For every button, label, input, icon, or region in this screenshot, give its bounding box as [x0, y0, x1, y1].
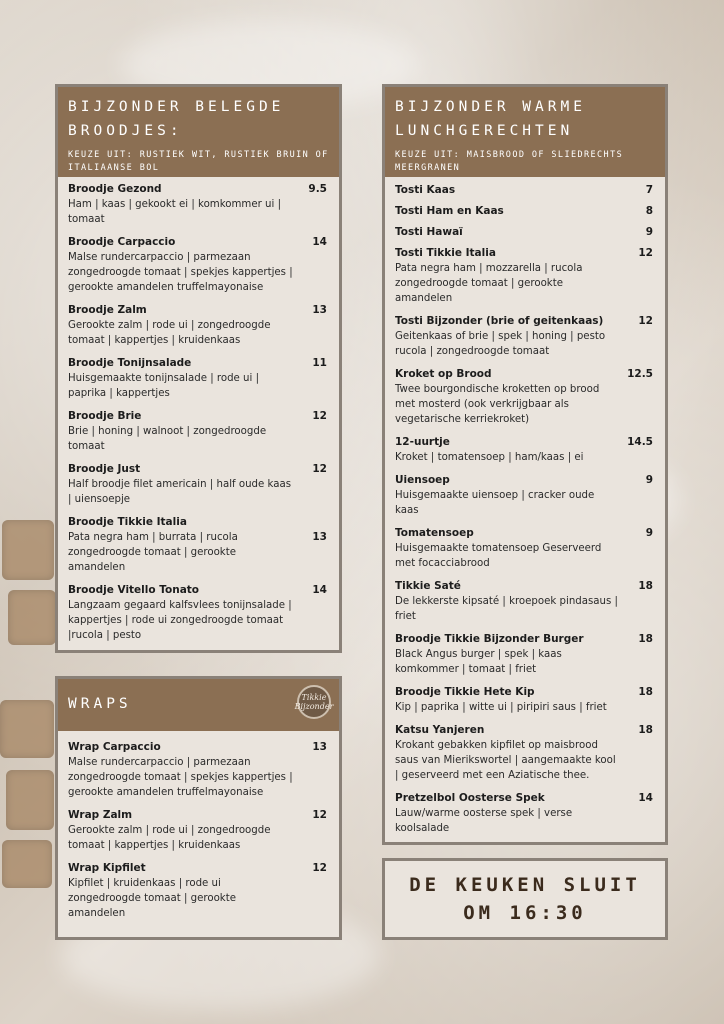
tikkie-bijzonder-logo: [294, 685, 334, 719]
item-price: 18: [638, 633, 653, 645]
item-description: Geitenkaas of brie | spek | honing | pesto rucola | zongedroogde tomaat: [395, 331, 606, 357]
item-price: 9: [645, 474, 653, 486]
item-name: Kroket op Brood: [395, 368, 492, 380]
item-description: Half broodje filet americain | half oude kaas | uiensoepje: [68, 479, 292, 505]
item-name: Broodje Tikkie Bijzonder Burger: [395, 633, 584, 645]
item-price: 12.5: [627, 368, 653, 380]
item-description: Kroket | tomatensoep | ham/kaas | ei: [395, 452, 584, 463]
item-description: Lauw/warme oosterse spek | verse koolsalade: [395, 808, 573, 834]
item-name: Tomatensoep: [395, 527, 474, 539]
item-price: 11: [312, 357, 327, 369]
item-price: 13: [312, 304, 327, 316]
item-description: Black Angus burger | spek | kaas komkommer | tomaat | friet: [395, 649, 562, 675]
item-price: 18: [638, 686, 653, 698]
item-name: Wrap Kipfilet: [68, 862, 146, 874]
item-price: 13: [312, 531, 327, 543]
item-description: Krokant gebakken kipfilet op maisbrood saus van Mierikswortel | aangemaakte kool | geserveerd met een Aziatische thee.: [395, 740, 616, 781]
item-description: Huisgemaakte tomatensoep Geserveerd met focacciabrood: [395, 543, 602, 569]
menu-item: [68, 303, 329, 348]
item-name: Broodje Vitello Tonato: [68, 584, 200, 596]
item-description: Langzaam gegaard kalfsvlees tonijnsalade | kappertjes | rode ui zongedroogde tomaat |rucola | pesto: [68, 600, 292, 641]
closing-line-2: OM 16:30: [463, 902, 587, 924]
sugar-cube: [8, 590, 56, 645]
item-name: Tosti Bijzonder (brie of geitenkaas): [395, 315, 604, 327]
menu-item: [68, 740, 329, 800]
item-price: 14: [312, 584, 327, 596]
item-name: 12-uurtje: [395, 436, 450, 448]
item-description: Gerookte zalm | rode ui | zongedroogde tomaat | kappertjes | kruidenkaas: [68, 825, 271, 851]
item-name: Broodje Carpaccio: [68, 236, 176, 248]
item-description: Gerookte zalm | rode ui | zongedroogde tomaat | kappertjes | kruidenkaas: [68, 320, 271, 346]
wraps-list: [58, 731, 339, 921]
item-price: 12: [312, 463, 327, 475]
item-description: Kip | paprika | witte ui | piripiri saus | friet: [395, 702, 607, 713]
kitchen-closing-notice: [382, 858, 668, 940]
menu-item: [395, 526, 655, 571]
item-price: 7: [645, 184, 653, 196]
closing-line-1: DE KEUKEN SLUIT: [409, 874, 641, 896]
lunch-title: BIJZONDER WARME LUNCHGERECHTEN: [395, 99, 586, 139]
item-price: 14.5: [627, 436, 653, 448]
menu-item: [395, 685, 655, 715]
menu-item: [68, 808, 329, 853]
item-name: Uiensoep: [395, 474, 450, 486]
menu-item: [395, 246, 655, 306]
item-price: 18: [638, 580, 653, 592]
menu-item: [68, 861, 329, 921]
item-name: Broodje Tonijnsalade: [68, 357, 192, 369]
menu-item: [68, 583, 329, 643]
item-description: Malse rundercarpaccio | parmezaan zongedroogde tomaat | spekjes kappertjes | gerookte amandelen truffelmayonaise: [68, 252, 293, 293]
lunch-list: [385, 177, 665, 836]
item-price: 14: [638, 792, 653, 804]
item-name: Broodje Zalm: [68, 304, 147, 316]
item-name: Tosti Kaas: [395, 184, 456, 196]
menu-item: [395, 183, 655, 198]
lunch-panel: [382, 84, 668, 845]
logo-text: Tikkie Bijzonder: [294, 693, 334, 711]
item-name: Pretzelbol Oosterse Spek: [395, 792, 545, 804]
menu-item: [68, 462, 329, 507]
menu-item: [68, 235, 329, 295]
item-price: 18: [638, 724, 653, 736]
item-description: De lekkerste kipsaté | kroepoek pindasaus | friet: [395, 596, 618, 622]
item-price: 12: [638, 247, 653, 259]
item-description: Pata negra ham | mozzarella | rucola zongedroogde tomaat | gerookte amandelen: [395, 263, 583, 304]
item-description: Huisgemaakte uiensoep | cracker oude kaas: [395, 490, 595, 516]
sugar-cube: [6, 770, 54, 830]
item-name: Wrap Zalm: [68, 809, 133, 821]
menu-item: [395, 367, 655, 427]
item-price: 9: [645, 527, 653, 539]
wraps-title: WRAPS: [68, 696, 132, 712]
menu-item: [395, 723, 655, 783]
item-price: 9: [645, 226, 653, 238]
sugar-cube: [2, 520, 54, 580]
item-name: Broodje Brie: [68, 410, 142, 422]
item-price: 12: [312, 862, 327, 874]
menu-item: [68, 182, 329, 227]
item-name: Broodje Just: [68, 463, 141, 475]
sugar-cube: [2, 840, 52, 888]
wraps-panel: [55, 676, 342, 940]
menu-item: [395, 204, 655, 219]
item-price: 12: [638, 315, 653, 327]
menu-item: [395, 314, 655, 359]
menu-item: [395, 473, 655, 518]
item-description: Brie | honing | walnoot | zongedroogde tomaat: [68, 426, 267, 452]
broodjes-panel: [55, 84, 342, 653]
menu-item: [68, 409, 329, 454]
menu-item: [395, 791, 655, 836]
menu-item: [68, 356, 329, 401]
menu-item: [395, 579, 655, 624]
menu-item: [68, 515, 329, 575]
menu-item: [395, 225, 655, 240]
item-price: 14: [312, 236, 327, 248]
item-name: Wrap Carpaccio: [68, 741, 161, 753]
item-description: Huisgemaakte tonijnsalade | rode ui | paprika | kappertjes: [68, 373, 259, 399]
item-name: Katsu Yanjeren: [395, 724, 485, 736]
item-name: Broodje Gezond: [68, 183, 162, 195]
item-description: Kipfilet | kruidenkaas | rode ui zongedroogde tomaat | gerookte amandelen: [68, 878, 236, 919]
sugar-cube: [0, 700, 54, 758]
broodjes-title: BIJZONDER BELEGDE BROODJES:: [68, 99, 285, 139]
item-name: Tosti Tikkie Italia: [395, 247, 496, 259]
item-price: 9.5: [308, 183, 327, 195]
item-price: 8: [645, 205, 653, 217]
item-description: Twee bourgondische kroketten op brood met mosterd (ook verkrijgbaar als vegetarische kerriekroket): [395, 384, 600, 425]
item-description: Malse rundercarpaccio | parmezaan zongedroogde tomaat | spekjes kappertjes | gerookte amandelen truffelmayonaise: [68, 757, 293, 798]
menu-item: [395, 632, 655, 677]
item-price: 12: [312, 410, 327, 422]
item-price: 13: [312, 741, 327, 753]
item-description: Pata negra ham | burrata | rucola zongedroogde tomaat | gerookte amandelen: [68, 532, 238, 573]
item-name: Broodje Tikkie Hete Kip: [395, 686, 535, 698]
item-price: 12: [312, 809, 327, 821]
item-name: Broodje Tikkie Italia: [68, 516, 187, 528]
item-name: Tikkie Saté: [395, 580, 461, 592]
menu-item: [395, 435, 655, 465]
lunch-header: [385, 87, 665, 177]
broodjes-subtitle: KEUZE UIT: RUSTIEK WIT, RUSTIEK BRUIN OF ITALIAANSE BOL: [68, 150, 329, 173]
item-name: Tosti Ham en Kaas: [395, 205, 504, 217]
wraps-header: [58, 679, 339, 731]
item-description: Ham | kaas | gekookt ei | komkommer ui | tomaat: [68, 199, 281, 225]
broodjes-list: [58, 177, 339, 643]
item-name: Tosti Hawaï: [395, 226, 463, 238]
broodjes-header: [58, 87, 339, 177]
lunch-subtitle: KEUZE UIT: MAISBROOD OF SLIEDRECHTS MEERGRANEN: [395, 150, 624, 173]
